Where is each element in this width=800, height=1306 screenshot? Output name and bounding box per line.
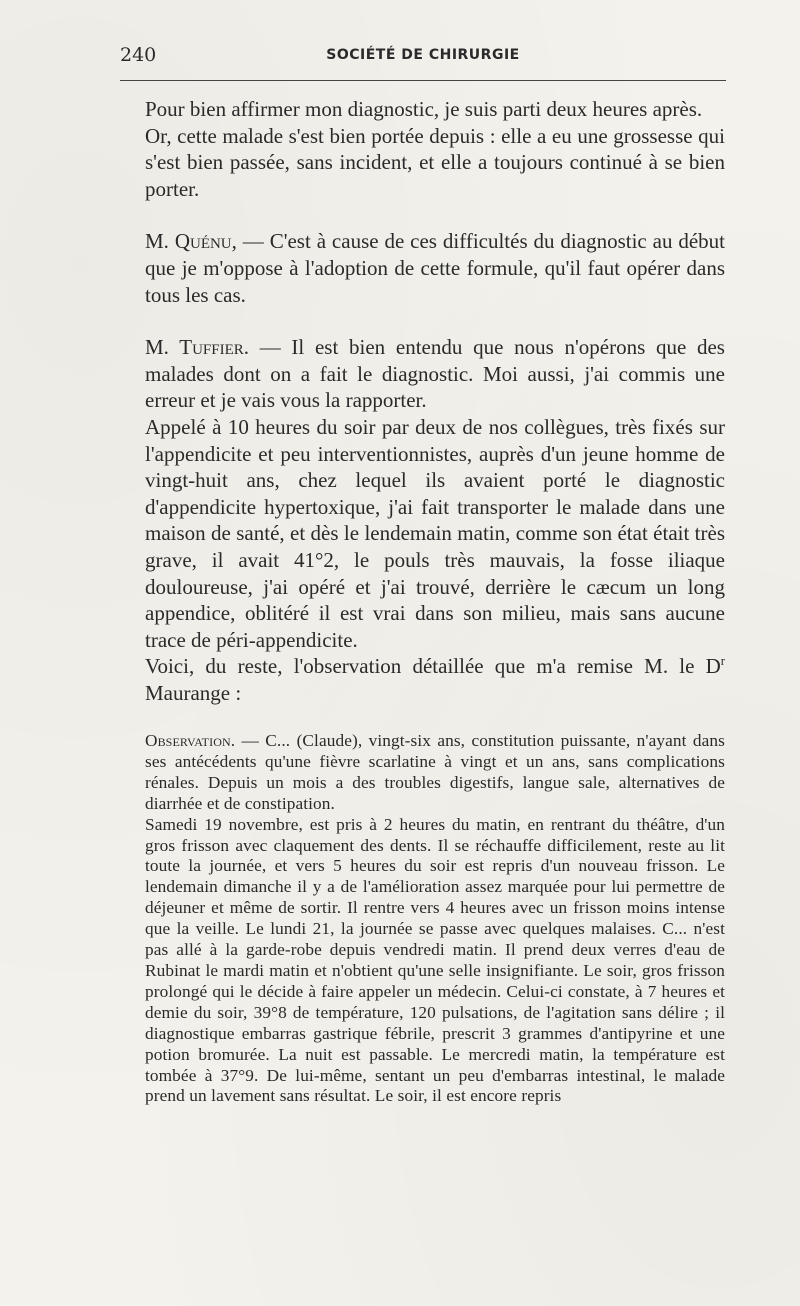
speaker-paragraph — [145, 228, 725, 308]
observation-text: — C... (Claude), vingt-six ans, constitution puissante, n'ayant dans ses antécédents qu'une fièvre scarlatine à vingt et un ans, sans complications rénales. Depuis un mois a des troubles digestifs, langue sale, alternatives de diarrhée et de constipation. — [145, 731, 725, 813]
paragraph — [145, 653, 725, 706]
paragraph-gap — [145, 202, 725, 228]
header-rule — [120, 80, 726, 81]
speaker-paragraph — [145, 334, 725, 414]
main-text — [145, 96, 725, 706]
paragraph: Or, cette malade s'est bien portée depuis : elle a eu une grossesse qui s'est bien passée, sans incident, et elle a toujours continué à se bien porter. — [145, 123, 725, 201]
superscript: r — [720, 654, 725, 669]
speaker-name: M. Tuffier. — [145, 335, 250, 360]
text-fragment: Maurange : — [145, 680, 242, 705]
observation-label: Observation. — [145, 731, 236, 750]
paragraph: Pour bien affirmer mon diagnostic, je suis parti deux heures après. — [145, 97, 703, 121]
running-head: SOCIÉTÉ DE CHIRURGIE — [326, 47, 520, 63]
observation-paragraph: Samedi 19 novembre, est pris à 2 heures du matin, en rentrant du théâtre, d'un gros frisson avec claquement des dents. Il se réchauffe difficilement, reste au lit toute la journée, et vers 5 heures du soir est repris d'un nouveau frisson. Le lendemain dimanche il y a de l'amélioration assez marquée pour lui permettre de déjeuner et même de sortir. Il rentre vers 4 heures avec un frisson moins intense que la veille. Le lundi 21, la journée se passe avec quelques malaises. C... n'est pas allé à la garde-robe depuis vendredi matin. Il prend deux verres d'eau de Rubinat le mardi matin et n'obtient qu'une selle insignifiante. Le soir, gros frisson prolongé qui le décide à faire appeler un médecin. Celui-ci constate, à 7 heures et demie du soir, 39°8 de température, 120 pulsations, de l'agitation sans délire ; il diagnostique embarras gastrique fébrile, prescrit 3 grammes d'antipyrine et une potion bromurée. La nuit est passable. Le mercredi matin, la température est tombée à 37°9. De lui-même, sentant un peu d'embarras intestinal, le malade prend un lavement sans résultat. Le soir, il est encore repris — [145, 814, 725, 1106]
text-fragment: Voici, du reste, l'observation détaillée que m'a remise M. le D — [145, 654, 721, 679]
speaker-text: — C'est à cause de ces difficultés du diagnostic au début que je m'oppose à l'adoption de cette formule, qu'il faut opérer dans tous les cas. — [145, 229, 726, 307]
paragraph-gap — [145, 308, 725, 334]
speaker-text: — Il est bien entendu que nous n'opérons que des malades dont on a fait le diagnostic. Moi aussi, j'ai commis une erreur et je vais vous la rapporter. — [145, 335, 725, 413]
observation-block — [145, 731, 725, 1107]
observation-paragraph — [145, 731, 725, 815]
page-header — [120, 44, 726, 70]
page-number: 240 — [120, 44, 157, 66]
speaker-name: M. Quénu, — [145, 229, 237, 254]
paragraph: Appelé à 10 heures du soir par deux de nos collègues, très fixés sur l'appendicite et peu interventionnistes, auprès d'un jeune homme de vingt-huit ans, chez lequel ils avaient porté le diagnostic d'appendicite hypertoxique, j'ai fait transporter le malade dans une maison de santé, et dès le lendemain matin, comme son état était très grave, il avait 41°2, le pouls très mauvais, la fosse iliaque douloureuse, j'ai opéré et j'ai trouvé, derrière le cæcum un long appendice, oblitéré il est vrai dans son milieu, mais sans aucune trace de péri-appendicite. — [145, 414, 725, 652]
